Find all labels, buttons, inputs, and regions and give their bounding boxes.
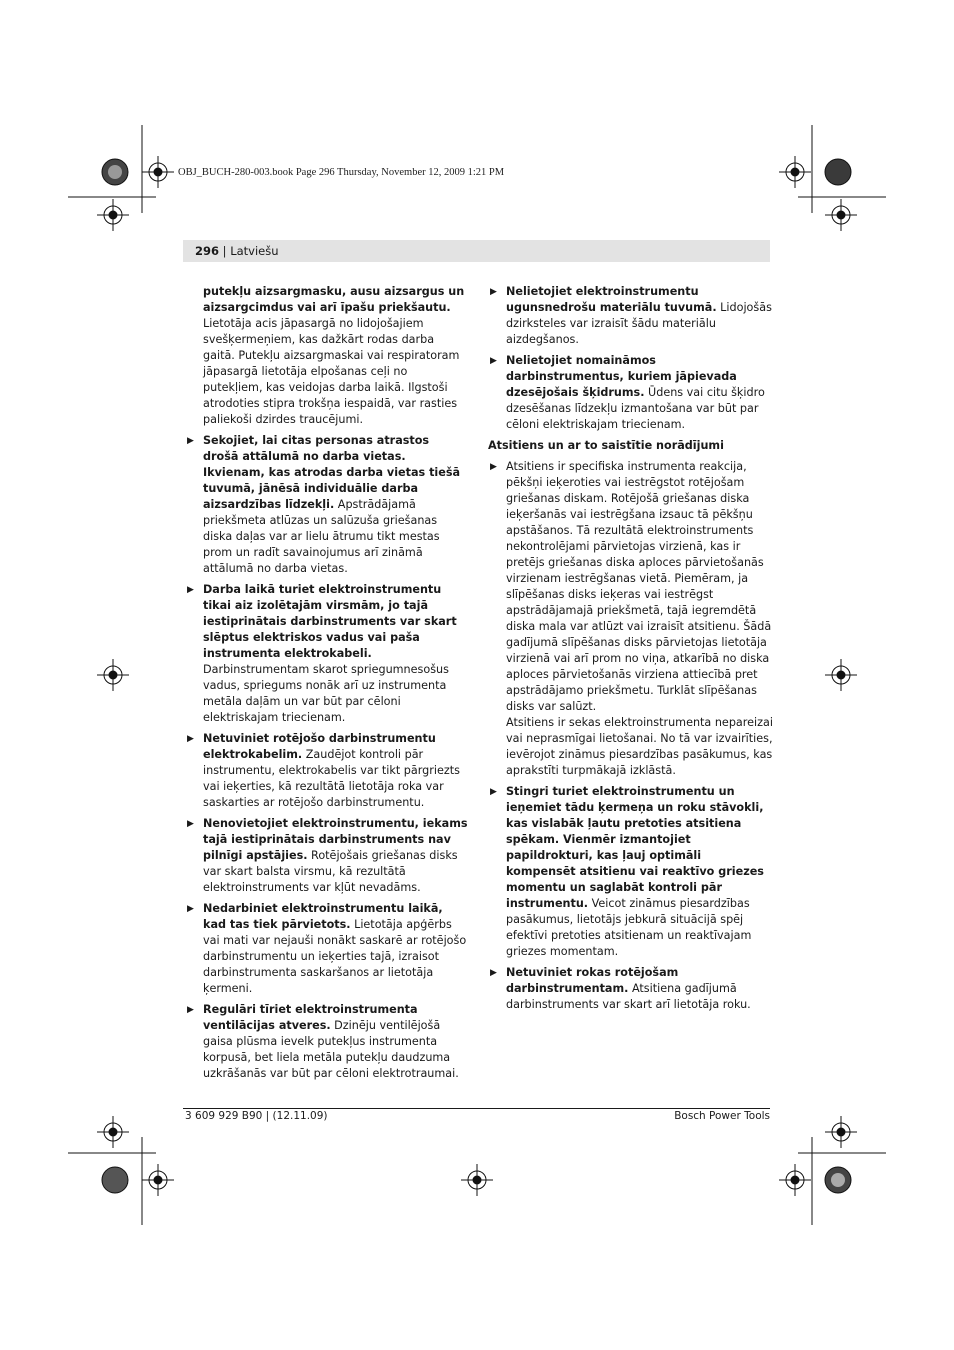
item-bold: Sekojiet, lai citas personas atrastos drošā attālumā no darba vietas. Ikvienam, kas atrodas darba vietas tiešā tuvumā, jānēsā individuālie darba aizsardzības līdzekļi. (203, 434, 461, 511)
bullet-arrow-icon: ▶ (490, 462, 497, 472)
item-text: Veicot zināmus piesardzības pasākumus, lietotājs jebkurā situācijā spēj efektīvi pretoties atsitienam un reaktīvajam griezes momentam. (506, 897, 752, 958)
bullet-arrow-icon: ▶ (187, 585, 194, 595)
item-bold: Nelietojiet nomaināmos darbinstrumentus, kuriem jāpievada dzesējošais šķidrums. (506, 354, 737, 399)
page-header (183, 240, 770, 262)
bullet-arrow-icon: ▶ (490, 787, 497, 797)
list-item (185, 1002, 468, 1082)
header-language: Latviešu (230, 244, 279, 258)
item-bold: Nenovietojiet elektroinstrumentu, iekams tajā iestiprinātais darbinstruments nav pilnīgi apstājies. (203, 817, 468, 862)
list-item (185, 582, 468, 726)
header-separator: | (219, 244, 231, 258)
bullet-arrow-icon: ▶ (187, 1005, 194, 1015)
continued-paragraph (185, 284, 468, 428)
item-text: Ūdens vai citu šķidro dzesēšanas līdzekļu izmantošana var būt par cēloni elektriskajam triecienam. (506, 386, 765, 431)
item-text: Rotējošais griešanas disks var skart balsta virsmu, kā rezultātā elektroinstruments var kļūt nevadāms. (203, 849, 458, 894)
bullet-arrow-icon: ▶ (490, 356, 497, 366)
item-text: Darbinstrumentam skarot spriegumnesošus vadus, spriegums nonāk arī uz instrumenta metāla daļām un var būt par cēloni elektriskajam triecienam. (203, 663, 449, 724)
list-item (185, 816, 468, 896)
item-text: Lietotāja apģērbs vai mati var nejauši nonākt saskarē ar rotējošo darbinstrumentu un ieķerties tajā, izraisot darbinstrumenta saskaršanos ar lietotāja ķermeni. (203, 918, 467, 995)
item-bold: Nelietojiet elektroinstrumentu ugunsnedrošu materiālu tuvumā. (506, 285, 717, 314)
item-bold: Stingri turiet elektroinstrumentu un ieņemiet tādu ķermeņa un roku stāvokli, kas vislabāk ļautu pretoties atsitiena spēkam. Vienmēr izmantojiet papildrokturi, kas ļauj optimāli kompensēt atsitienu vai reaktīvo griezes momentu un saglabāt kontroli pār instrumentu. (506, 785, 764, 910)
footer-brand: Bosch Power Tools (674, 1110, 770, 1122)
list-item (488, 353, 773, 433)
continued-text: Lietotāja acis jāpasargā no lidojošajiem svešķermeņiem, kas dažkārt rodas darba gaitā. Putekļu aizsargmaskai vai respiratoram jāpasargā lietotāja elpošanas ceļi no putekļiem, kas veidojas darba laikā. Ilgstoši atrodoties stipra trokšņa iespaidā, var rasties paliekoši dzirdes traucējumi. (203, 317, 460, 426)
item-bold: Netuviniet rotējošo darbinstrumentu elektrokabelim. (203, 732, 436, 761)
item-text: Atsitiena gadījumā darbinstruments var skart arī lietotāja roku. (506, 982, 751, 1011)
bullet-arrow-icon: ▶ (187, 734, 194, 744)
page-number: 296 (195, 244, 220, 258)
list-item (488, 459, 773, 715)
kickback-text-continued: Atsitiens ir sekas elektroinstrumenta nepareizai vai neprasmīgai lietošanai. No tā var izvairīties, ievērojot zināmus piesardzības pasākumus, kas aprakstīti turpmākajā izklāstā. (506, 716, 773, 777)
slug-line: OBJ_BUCH-280-003.book Page 296 Thursday, November 12, 2009 1:21 PM (178, 167, 505, 178)
list-item (185, 731, 468, 811)
header-text (195, 244, 279, 258)
item-bold: Nedarbiniet elektroinstrumentu laikā, kad tas tiek pārvietots. (203, 902, 443, 931)
footer-doc-number: 3 609 929 B90 | (12.11.09) (185, 1110, 328, 1122)
bullet-arrow-icon: ▶ (490, 968, 497, 978)
continued-bold: putekļu aizsargmasku, ausu aizsargus un aizsargcimdus vai arī īpašu priekšautu. (203, 285, 465, 314)
item-text: Dzinēju ventilējošā gaisa plūsma ievelk putekļus instrumenta korpusā, bet liela metāla putekļu daudzuma uzkrāšanās var būt par cēloni elektrotraumai. (203, 1019, 459, 1080)
list-item (488, 284, 773, 348)
list-item (185, 433, 468, 577)
list-item (488, 965, 773, 1013)
item-text: Apstrādājamā priekšmeta atlūzas un salūzuša griešanas diska daļas var ar lielu ātrumu tikt mestas prom un radīt savainojumus arī zināmā attālumā no darba vietas. (203, 498, 440, 575)
kickback-text: Atsitiens ir specifiska instrumenta reakcija, pēkšņi ieķeroties vai iestrēgstot rotējošam griešanas diskam. Rotējošā griešanas diska ieķeršanās vai iestrēgšana izsauc tā pēkšņu apstāšanos. Tā rezultātā elektroinstruments nekontrolējami pārvietojas virzienā, kas ir pretējs griešanas diska aploces pārvietošanās virzienam iestrēgšanas vietā. Piemēram, ja slīpēšanas disks ieķeras vai iestrēgst apstrādājamajā priekšmetā, tajā iegremdētā diska mala var atlūzt vai izraisīt atsitienu. Šādā gadījumā slīpēšanas disks pārvietojas lietotāja virzienā vai arī prom no viņa, atkarībā no diska aploces pārvietošanās virziena attiecībā pret apstrādājamo priekšmetu. Turklāt slīpēšanas disks var salūzt. (506, 460, 772, 713)
bullet-arrow-icon: ▶ (187, 819, 194, 829)
item-bold: Netuviniet rokas rotējošam darbinstrumentam. (506, 966, 679, 995)
bullet-arrow-icon: ▶ (187, 436, 194, 446)
section-heading: Atsitiens un ar to saistītie norādījumi (488, 439, 724, 452)
bullet-arrow-icon: ▶ (187, 904, 194, 914)
item-text: Lidojošās dzirksteles var izraisīt šādu materiālu aizdegšanos. (506, 301, 772, 346)
list-item (488, 784, 773, 960)
item-bold: Regulāri tīriet elektroinstrumenta ventilācijas atveres. (203, 1003, 418, 1032)
right-column (488, 284, 773, 1018)
item-text: Zaudējot kontroli pār instrumentu, elektrokabelis var tikt pārgriezts vai ieķerties, kā rezultātā lietotāja roka var saskarties ar rotējošo darbinstrumentu. (203, 748, 460, 809)
left-column (185, 284, 468, 1087)
item-bold: Darba laikā turiet elektroinstrumentu tikai aiz izolētajām virsmām, jo tajā iestiprinātais darbinstruments var skart slēptus elektriskos vadus vai paša instrumenta elektrokabeli. (203, 583, 457, 660)
list-item (185, 901, 468, 997)
footer-rule (183, 1108, 770, 1109)
bullet-arrow-icon: ▶ (490, 287, 497, 297)
